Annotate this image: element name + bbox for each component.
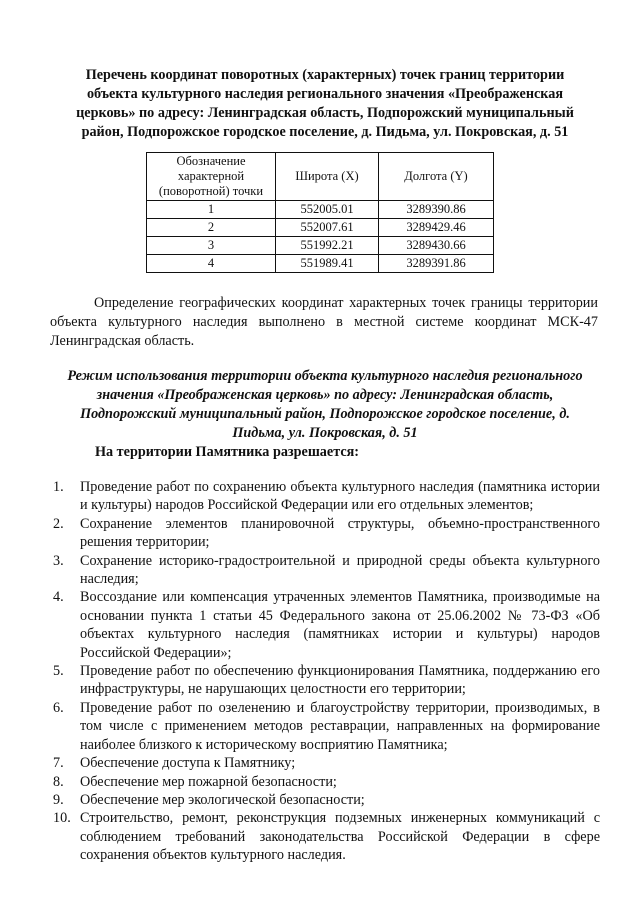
list-item <box>50 773 600 791</box>
point-cell: 4 <box>147 255 276 273</box>
list-item <box>50 662 600 699</box>
table-row <box>147 201 494 219</box>
coordinates-table <box>146 152 494 273</box>
item-text: Воссоздание или компенсация утраченных элементов Памятника, производимые на основании пункта 1 статьи 45 Федерального закона от 25.06.2002 № 73-ФЗ «Об объектах культурного наследия (памятниках истории и культуры) народов Российской Федерации»; <box>80 589 600 661</box>
item-text: Проведение работ по озеленению и благоустройству территории, производимых, в том числе с применением методов реставрации, направленных на формирование наиболее близкого к историческому восприятию Памятника; <box>80 699 600 753</box>
item-number: 9. <box>53 791 64 808</box>
item-number: 6. <box>53 699 64 716</box>
table-header-row <box>147 153 494 201</box>
header-longitude: Долгота (Y) <box>379 153 494 201</box>
item-text: Строительство, ремонт, реконструкция подземных инженерных коммуникаций с соблюдением требований законодательства Российской Федерации в сфере сохранения объектов культурного наследия. <box>80 810 600 864</box>
latitude-cell: 551989.41 <box>276 255 379 273</box>
longitude-cell: 3289391.86 <box>379 255 494 273</box>
table-row <box>147 255 494 273</box>
list-item <box>50 791 600 809</box>
item-number: 7. <box>53 755 64 772</box>
table-row <box>147 237 494 255</box>
point-cell: 2 <box>147 219 276 237</box>
list-item <box>50 588 600 662</box>
item-text: Сохранение историко-градостроительной и природной среды объекта культурного наследия; <box>80 552 600 588</box>
allowed-heading: На территории Памятника разрешается: <box>95 444 360 460</box>
header-point: Обозначение характерной (поворотной) точки <box>147 153 276 201</box>
coordinates-title: Перечень координат поворотных (характерных) точек границ территории объекта культурного наследия регионального значения «Преображенская церковь» по адресу: Ленинградская область, Подпорожский муниципальный район, Подпорожское городское поселение, д. Пидьма, ул. Покровская, д. 51 <box>76 67 574 140</box>
item-text: Проведение работ по обеспечению функционирования Памятника, поддержанию его инфраструктуры, не нарушающих целостности его территории; <box>80 663 600 698</box>
item-number: 10. <box>53 810 71 827</box>
item-text: Обеспечение мер пожарной безопасности; <box>80 773 337 790</box>
list-item <box>50 552 600 589</box>
table-row <box>147 219 494 237</box>
list-item <box>50 754 600 772</box>
header-latitude: Широта (X) <box>276 153 379 201</box>
longitude-cell: 3289429.46 <box>379 219 494 237</box>
item-number: 1. <box>53 479 64 495</box>
point-cell: 1 <box>147 201 276 219</box>
list-item <box>50 809 600 864</box>
usage-regime-title: Режим использования территории объекта культурного наследия регионального значения «Преображенская церковь» по адресу: Ленинградская область, Подпорожский муниципальный район, Подпорожское городское поселение, д. Пидьма, ул. Покровская, д. 51 <box>67 368 583 441</box>
latitude-cell: 552005.01 <box>276 201 379 219</box>
latitude-cell: 552007.61 <box>276 219 379 237</box>
item-number: 5. <box>53 663 64 680</box>
item-text: Проведение работ по сохранению объекта культурного наследия (памятника истории и культуры) народов Российской Федерации или его отдельных элементов; <box>80 479 600 514</box>
point-cell: 3 <box>147 237 276 255</box>
item-text: Обеспечение мер экологической безопасности; <box>80 791 365 808</box>
longitude-cell: 3289430.66 <box>379 237 494 255</box>
item-number: 4. <box>53 589 64 606</box>
latitude-cell: 551992.21 <box>276 237 379 255</box>
item-number: 2. <box>53 515 64 532</box>
list-item <box>50 699 600 754</box>
item-text: Обеспечение доступа к Памятнику; <box>80 755 296 772</box>
list-item <box>50 515 600 552</box>
item-text: Сохранение элементов планировочной структуры, объемно-пространственного решения территории; <box>80 515 600 551</box>
allowed-list <box>50 478 600 865</box>
item-number: 8. <box>53 773 64 790</box>
coordinate-system-note: Определение географических координат характерных точек границы территории объекта культурного наследия выполнено в местной системе координат МСК-47 Ленинградская область. <box>50 295 598 349</box>
item-number: 3. <box>53 552 64 569</box>
longitude-cell: 3289390.86 <box>379 201 494 219</box>
list-item <box>50 478 600 515</box>
